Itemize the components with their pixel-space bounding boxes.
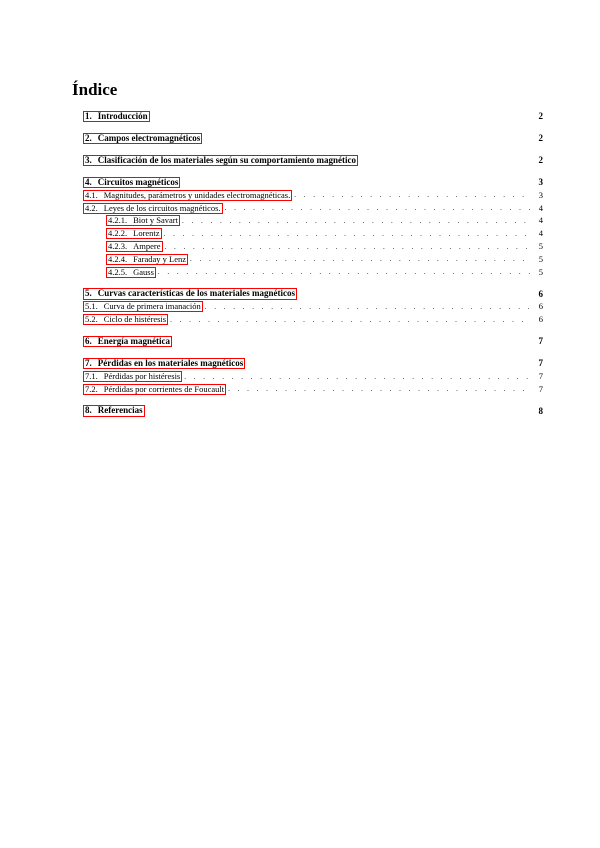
toc-subsection-row	[84, 187, 543, 200]
toc-section-link[interactable]	[84, 134, 201, 143]
toc-subsection-title: Ampere	[133, 241, 161, 252]
toc-section-title: Referencias	[97, 405, 143, 416]
toc-page-number: 7	[538, 358, 543, 369]
toc-subsection-link[interactable]	[84, 204, 222, 213]
toc-dot-leader	[158, 268, 530, 276]
toc-subsection-title: Lorentz	[133, 228, 160, 239]
toc-page-number: 5	[538, 266, 543, 277]
toc-section-title: Clasificación de los materiales según su comportamiento magnético	[97, 154, 356, 165]
toc-dot-leader	[205, 303, 530, 311]
toc-dot-leader	[294, 191, 530, 199]
table-of-contents	[84, 107, 543, 416]
toc-section-row	[84, 285, 543, 299]
toc-subsection-number: 4.2.3.	[108, 241, 128, 252]
toc-subsection-row	[84, 200, 543, 213]
toc-dot-leader	[164, 230, 530, 238]
toc-section-title: Campos electromagnéticos	[97, 132, 201, 143]
toc-section-link[interactable]	[84, 289, 296, 298]
toc-section-number: 5.	[85, 288, 92, 299]
toc-subsection-link[interactable]	[107, 255, 187, 264]
toc-dot-leader	[182, 217, 530, 225]
toc-page-number: 5	[538, 253, 543, 264]
toc-subsection-title: Faraday y Lenz	[133, 253, 186, 264]
toc-section-row	[84, 332, 543, 346]
toc-subsection-number: 4.2.2.	[108, 228, 128, 239]
toc-subsection-row	[84, 381, 543, 394]
toc-subsection-number: 4.2.5.	[108, 266, 128, 277]
toc-section-title: Energía magnética	[97, 335, 170, 346]
toc-page-number: 4	[538, 215, 543, 226]
toc-section-link[interactable]	[84, 112, 149, 121]
toc-section-number: 2.	[85, 132, 92, 143]
toc-subsection-link[interactable]	[107, 229, 161, 238]
toc-section-number: 7.	[85, 357, 92, 368]
toc-subsection-row	[84, 368, 543, 381]
toc-section-row	[84, 402, 543, 416]
toc-subsection-number: 5.2.	[85, 314, 98, 325]
toc-section-number: 3.	[85, 154, 92, 165]
toc-subsection-link[interactable]	[107, 242, 162, 251]
toc-subsection-title: Magnitudes, parámetros y unidades electromagnéticas.	[103, 189, 291, 200]
toc-section-row	[84, 354, 543, 368]
toc-subsection-link[interactable]	[84, 302, 202, 311]
toc-subsection-link[interactable]	[107, 216, 179, 225]
toc-subsection-number: 4.2.	[85, 202, 98, 213]
toc-subsection-row	[84, 299, 543, 312]
toc-page-number: 4	[538, 228, 543, 239]
toc-page-number: 2	[538, 133, 543, 143]
toc-subsection-link[interactable]	[107, 268, 155, 277]
toc-subsection-link[interactable]	[84, 372, 181, 381]
toc-subsection-title: Biot y Savart	[133, 215, 178, 226]
toc-section-number: 4.	[85, 176, 92, 187]
toc-subsection-number: 4.2.1.	[108, 215, 128, 226]
toc-subsection-number: 7.1.	[85, 371, 98, 382]
toc-page-number: 6	[538, 288, 543, 299]
toc-subsection-number: 5.1.	[85, 301, 98, 312]
toc-dot-leader	[190, 255, 530, 263]
toc-section-row	[84, 107, 543, 121]
toc-dot-leader	[165, 243, 530, 251]
toc-subsection-row	[84, 251, 543, 264]
toc-section-title: Pérdidas en los materiales magnéticos	[97, 357, 244, 368]
toc-subsection-link[interactable]	[84, 191, 291, 200]
toc-section-link[interactable]	[84, 406, 144, 415]
toc-page-number: 2	[538, 111, 543, 121]
toc-page-number: 7	[538, 370, 543, 381]
toc-subsection-row	[84, 311, 543, 324]
toc-page-number: 5	[538, 240, 543, 251]
toc-dot-leader	[170, 316, 530, 324]
toc-subsection-number: 7.2.	[85, 383, 98, 394]
toc-section-number: 6.	[85, 335, 92, 346]
toc-section-link[interactable]	[84, 178, 179, 187]
toc-page-number: 6	[538, 301, 543, 312]
toc-section-number: 8.	[85, 405, 92, 416]
toc-subsection-title: Curva de primera imanación	[103, 301, 201, 312]
toc-page-number: 3	[538, 189, 543, 200]
toc-subsection-title: Gauss	[133, 266, 154, 277]
toc-section-title: Curvas características de los materiales magnéticos	[97, 288, 295, 299]
toc-section-link[interactable]	[84, 359, 244, 368]
toc-subsection-number: 4.1.	[85, 189, 98, 200]
toc-page-number: 8	[538, 405, 543, 416]
toc-section-row	[84, 173, 543, 187]
toc-section-number: 1.	[85, 110, 92, 121]
toc-page-number: 7	[538, 383, 543, 394]
toc-page-number: 2	[538, 155, 543, 165]
toc-subsection-row	[84, 213, 543, 226]
toc-subsection-title: Pérdidas por histéresis	[103, 371, 181, 382]
toc-dot-leader	[184, 373, 530, 381]
toc-page-number: 3	[538, 177, 543, 187]
toc-subsection-title: Pérdidas por corrientes de Foucault	[103, 383, 225, 394]
toc-subsection-number: 4.2.4.	[108, 253, 128, 264]
toc-section-link[interactable]	[84, 337, 171, 346]
toc-dot-leader	[228, 385, 530, 393]
toc-subsection-title: Leyes de los circuitos magnéticos.	[103, 202, 221, 213]
toc-section-link[interactable]	[84, 156, 357, 165]
toc-subsection-row	[84, 238, 543, 251]
toc-page-number: 4	[538, 202, 543, 213]
toc-subsection-link[interactable]	[84, 315, 167, 324]
toc-subsection-title: Ciclo de histéresis	[103, 314, 167, 325]
toc-title: Índice	[72, 80, 118, 99]
toc-page-number: 7	[538, 336, 543, 347]
toc-section-title: Circuitos magnéticos	[97, 176, 179, 187]
toc-subsection-link[interactable]	[84, 385, 225, 394]
toc-dot-leader	[225, 204, 530, 212]
toc-section-row	[84, 129, 543, 143]
toc-subsection-row	[84, 264, 543, 277]
toc-page-number: 6	[538, 314, 543, 325]
toc-section-row	[84, 151, 543, 165]
toc-subsection-row	[84, 225, 543, 238]
toc-section-title: Introducción	[97, 110, 148, 121]
